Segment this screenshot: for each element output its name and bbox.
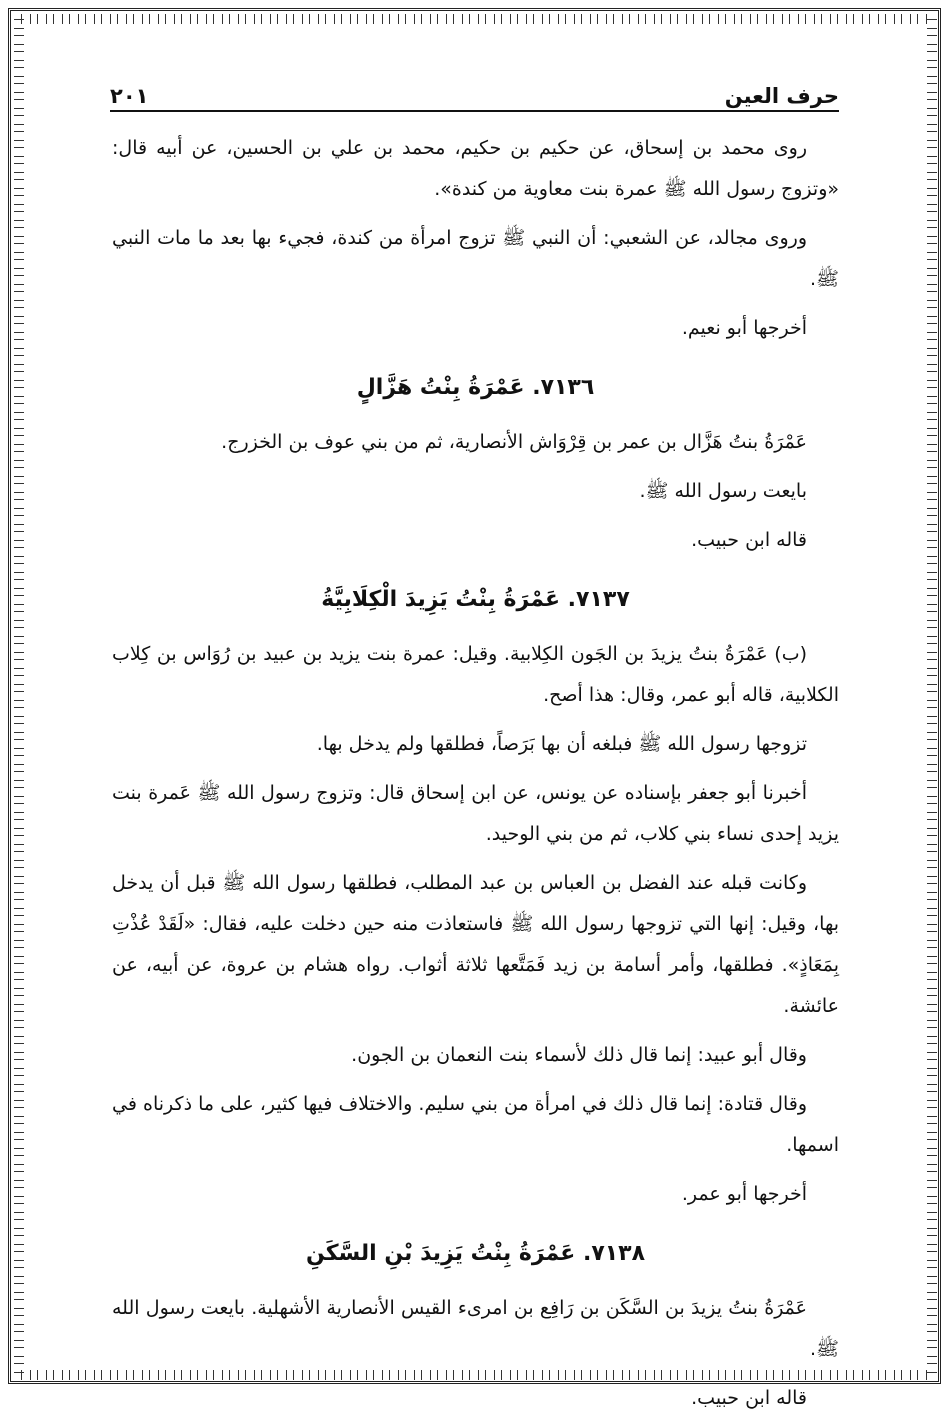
ornamental-border-right	[927, 18, 937, 1376]
paragraph: روى محمد بن إسحاق، عن حكيم بن حكيم، محمد بن علي بن الحسين، عن أبيه قال: «وتزوج رسول الله ﷺ عمرة بنت معاوية من كندة».	[112, 137, 839, 200]
paragraph: أخرجها أبو عمر.	[681, 1183, 807, 1205]
paragraph: قاله ابن حبيب.	[691, 1387, 807, 1409]
entry-heading: ٧١٣٦. عَمْرَةُ بِنْتُ هَزَّالٍ	[356, 375, 595, 400]
entry-heading: ٧١٣٨. عَمْرَةُ بِنْتُ يَزِيدَ بْنِ السَّكَنِ	[305, 1241, 646, 1266]
paragraph: عَمْرَةُ بنتُ هَزَّال بن عمر بن قِرْوَاش الأنصارية، ثم من بني عوف بن الخزرج.	[221, 431, 807, 453]
paragraph: (ب) عَمْرَةُ بنتُ يزيدَ بن الجَون الكِلابية. وقيل: عمرة بنت يزيد بن عبيد بن رُوَاس بن كِلاب الكلابية، قاله أبو عمر، وقال: هذا أصح.	[112, 643, 839, 706]
paragraph: وروى مجالد، عن الشعبي: أن النبي ﷺ تزوج امرأة من كندة، فجيء بها بعد ما مات النبي ﷺ.	[112, 227, 839, 290]
ornamental-border-left	[14, 18, 24, 1376]
running-title: حرف العين	[724, 84, 839, 108]
page-number: ٢٠١	[110, 84, 149, 108]
paragraph: أخبرنا أبو جعفر بإسناده عن يونس، عن ابن إسحاق قال: وتزوج رسول الله ﷺ عَمرة بنت يزيد إحدى نساء بني كلاب، ثم من بني الوحيد.	[112, 782, 839, 845]
page-header	[110, 80, 839, 112]
paragraph: أخرجها أبو نعيم.	[681, 317, 807, 339]
paragraph: وكانت قبله عند الفضل بن العباس بن عبد المطلب، فطلقها رسول الله ﷺ قبل أن يدخل بها، وقيل: إنها التي تزوجها رسول الله ﷺ فاستعاذت منه حين دخلت عليه، فقال: «لَقَدْ عُذْتِ بِمَعَاذٍ». فطلقها، وأمر أسامة بن زيد فَمَتَّعها ثلاثة أثواب. رواه هشام بن عروة، عن أبيه، عن عائشة.	[112, 872, 839, 1017]
paragraph: وقال أبو عبيد: إنما قال ذلك لأسماء بنت النعمان بن الجون.	[351, 1044, 807, 1066]
paragraph: عَمْرَةُ بنتُ يزيدَ بن السَّكَن بن رَافِع بن امرىء القيس الأنصارية الأشهلية. بايعت رسول الله ﷺ.	[112, 1297, 839, 1360]
ornamental-border-top	[18, 14, 933, 24]
entry-heading: ٧١٣٧. عَمْرَةُ بِنْتُ يَزِيدَ الْكِلَابِيَّةُ	[321, 587, 630, 612]
paragraph: قاله ابن حبيب.	[691, 529, 807, 551]
paragraph: تزوجها رسول الله ﷺ فبلغه أن بها بَرَصاً، فطلقها ولم يدخل بها.	[316, 733, 807, 755]
paragraph: بايعت رسول الله ﷺ.	[639, 480, 807, 502]
page-body	[112, 128, 839, 1427]
paragraph: وقال قتادة: إنما قال ذلك في امرأة من بني سليم. والاختلاف فيها كثير، على ما ذكرناه في اسمها.	[112, 1093, 839, 1156]
